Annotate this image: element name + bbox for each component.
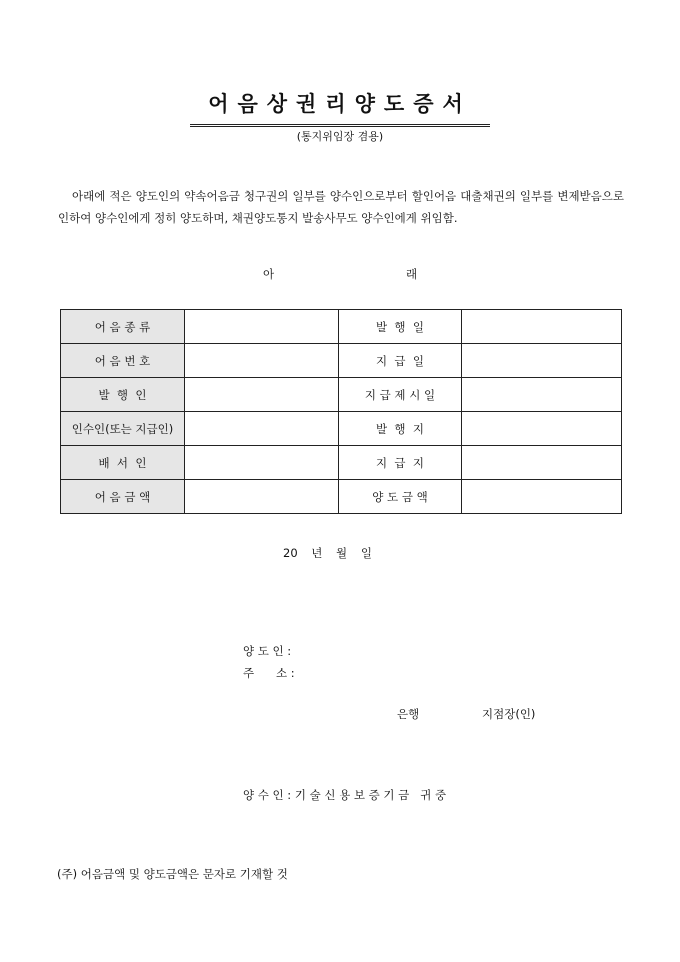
right-label-cell: 지 급 제 시 일 [339,378,462,412]
left-value-cell [185,412,339,446]
right-value-cell [462,344,622,378]
transferee-line: 양 수 인 : 기 술 신 용 보 증 기 금 귀 중 [243,788,447,802]
section-label-right: 래 [406,267,418,281]
document-title: 어음상권리양도증서 [190,88,490,127]
right-value-cell [462,378,622,412]
table-row [61,310,622,344]
left-label-cell: 발 행 인 [61,378,185,412]
table-row [61,446,622,480]
right-value-cell [462,412,622,446]
table-row [61,480,622,514]
document-subtitle: (통지위임장 겸용) [296,130,384,143]
left-value-cell [185,446,339,480]
body-paragraph: 아래에 적은 양도인의 약속어음금 청구권의 일부를 양수인으로부터 할인어음 대출채권의 일부를 변제받음으로 인하여 양수인에게 정히 양도하며, 채권양도통지 발송사무도 양수인에게 위임함. [58,189,624,225]
right-label-cell: 발 행 지 [339,412,462,446]
bill-details-table [60,309,622,514]
right-value-cell [462,446,622,480]
right-value-cell [462,310,622,344]
branch-manager-label: 지점장(인) [482,707,536,721]
left-label-cell: 어 음 금 액 [61,480,185,514]
address-label: 주 소 : [243,666,295,680]
section-label-left: 아 [263,267,275,281]
date-line: 20 년 월 일 [283,546,372,560]
left-value-cell [185,310,339,344]
left-label-cell: 어 음 종 류 [61,310,185,344]
right-label-cell: 발 행 일 [339,310,462,344]
table-row [61,412,622,446]
left-value-cell [185,378,339,412]
left-label-cell: 어 음 번 호 [61,344,185,378]
left-value-cell [185,480,339,514]
left-value-cell [185,344,339,378]
table-row [61,378,622,412]
right-label-cell: 지 급 일 [339,344,462,378]
table-row [61,344,622,378]
right-label-cell: 지 급 지 [339,446,462,480]
left-label-cell: 배 서 인 [61,446,185,480]
footnote: (주) 어음금액 및 양도금액은 문자로 기재할 것 [57,867,288,881]
bank-label: 은행 [397,707,420,721]
transferor-label: 양 도 인 : [243,644,292,658]
right-label-cell: 양 도 금 액 [339,480,462,514]
right-value-cell [462,480,622,514]
left-label-cell: 인수인(또는 지급인) [61,412,185,446]
